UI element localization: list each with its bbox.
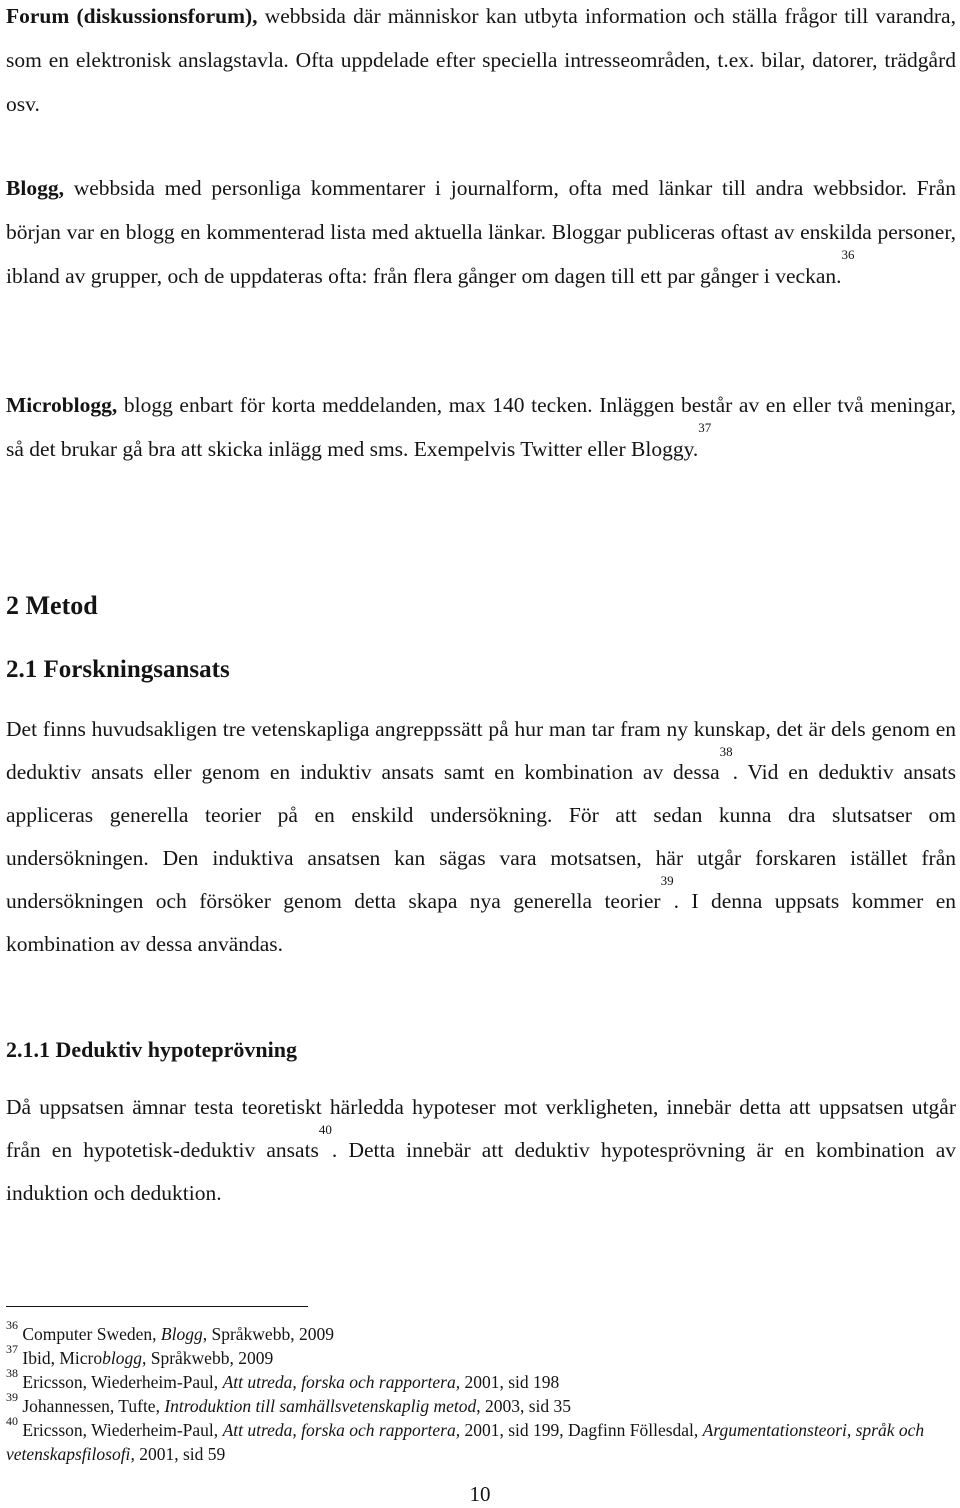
- footnote-text: Ibid, Micro: [18, 1348, 103, 1368]
- footnote-number: 39: [6, 1390, 18, 1404]
- definition-text: webbsida med personliga kommentarer i journalform, ofta med länkar till andra webbsidor. Från början var en blogg en kommenterad lista med aktuella länkar. Bloggar publiceras oftast av enskilda personer, ibland av grupper, och de uppdateras ofta: från flera gånger om dagen till ett par gånger i veckan.: [6, 176, 956, 288]
- footnote-37: [6, 1342, 956, 1370]
- footnote-title: Argumentationsteori, språk och vetenskapsfilosofi: [6, 1420, 925, 1464]
- term-forum: Forum (diskussionsforum),: [6, 4, 258, 28]
- term-microblogg: Microblogg,: [6, 393, 118, 417]
- footnote-title: Att utreda, forska och rapportera,: [222, 1420, 461, 1440]
- footnote-text: Ericsson, Wiederheim-Paul,: [18, 1372, 223, 1392]
- footnote-title: Introduktion till samhällsvetenskaplig metod: [164, 1396, 477, 1416]
- footnote-number: 36: [6, 1318, 18, 1332]
- footnote-38: [6, 1366, 956, 1394]
- hypotesprovning-paragraph: [6, 1086, 956, 1215]
- footnote-ref[interactable]: 40: [318, 1122, 332, 1137]
- subsubsection-heading: 2.1.1 Deduktiv hypoteprövning: [6, 1037, 297, 1062]
- footnote-40: [6, 1414, 956, 1466]
- term-blogg: Blogg,: [6, 176, 64, 200]
- footnote-text: Ericsson, Wiederheim-Paul,: [18, 1420, 223, 1440]
- footnote-text: , Språkwebb, 2009: [202, 1324, 334, 1344]
- footnote-text: , 2001, sid 59: [130, 1444, 226, 1464]
- footnote-text: Computer Sweden,: [18, 1324, 161, 1344]
- definition-text: webbsida där människor kan utbyta information och ställa frågor till varandra, som en elektronisk anslagstavla. Ofta uppdelade efter speciella intresseområden, t.ex. bilar, datorer, trädgård osv.: [6, 4, 956, 116]
- definition-blogg: [6, 166, 956, 298]
- footnote-title: Att utreda, forska och rapportera,: [222, 1372, 461, 1392]
- definition-text: blogg enbart för korta meddelanden, max 140 tecken. Inläggen består av en eller två meningar, så det brukar gå bra att skicka inlägg med sms. Exempelvis Twitter eller Bloggy.: [6, 393, 956, 461]
- footnote-number: 37: [6, 1342, 18, 1356]
- footnote-text: , Språkwebb, 2009: [141, 1348, 274, 1368]
- footnote-separator: [6, 1306, 308, 1307]
- definition-forum: [6, 0, 956, 126]
- footnotes: [6, 1318, 956, 1466]
- subsection-heading: 2.1 Forskningsansats: [6, 656, 230, 683]
- paragraph-text: . Detta innebär att deduktiv hypotesprövning är en kombination av induktion och deduktion.: [6, 1138, 956, 1205]
- footnote-ref[interactable]: 36: [841, 247, 855, 262]
- footnote-ref[interactable]: 39: [660, 873, 674, 888]
- footnote-36: [6, 1318, 956, 1346]
- paragraph-text: Då uppsatsen ämnar testa teoretiskt härledda hypoteser mot verkligheten, innebär detta att uppsatsen utgår från en hypotetisk-deduktiv ansats: [6, 1095, 956, 1162]
- section-heading: 2 Metod: [6, 591, 98, 620]
- footnote-number: 40: [6, 1414, 18, 1428]
- definition-microblogg: [6, 383, 956, 471]
- footnote-ref[interactable]: 37: [698, 420, 712, 435]
- footnote-text: 2001, sid 198: [460, 1372, 560, 1392]
- paragraph-text: . Vid en deduktiv ansats appliceras generella teorier på en enskild undersökning. För att sedan kunna dra slutsatser om undersökningen. Den induktiva ansatsen kan sägas vara motsatsen, här utgår forskaren istället från undersökningen och försöker genom detta skapa nya generella teorier: [6, 760, 956, 913]
- footnote-ref[interactable]: 38: [719, 744, 733, 759]
- paragraph-text: . I denna uppsats kommer en kombination av dessa användas.: [6, 889, 956, 956]
- footnote-number: 38: [6, 1366, 18, 1380]
- footnote-title: blogg: [102, 1348, 142, 1368]
- footnote-title: Blogg: [160, 1324, 203, 1344]
- forskningsansats-paragraph: [6, 708, 956, 966]
- footnote-39: [6, 1390, 956, 1418]
- page-number: 10: [469, 1482, 491, 1506]
- footnote-text: , 2003, sid 35: [476, 1396, 572, 1416]
- footnote-text: 2001, sid 199, Dagfinn Föllesdal,: [460, 1420, 703, 1440]
- paragraph-text: Det finns huvudsakligen tre vetenskapliga angreppssätt på hur man tar fram ny kunskap, det är dels genom en deduktiv ansats eller genom en induktiv ansats samt en kombination av dessa: [6, 717, 956, 784]
- footnote-text: Johannessen, Tufte,: [18, 1396, 165, 1416]
